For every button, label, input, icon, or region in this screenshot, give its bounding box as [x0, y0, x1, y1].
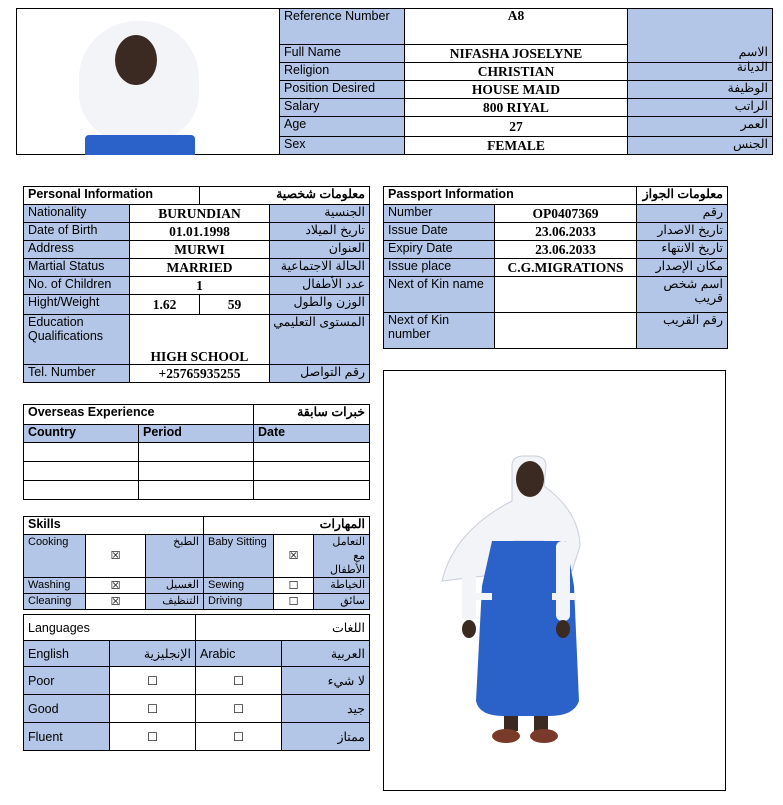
level-poor-label: Poor [24, 667, 110, 695]
issue-date-ar: تاريخ الاصدار [637, 223, 728, 241]
table-row [24, 481, 370, 500]
kin-number-label: Next of Kin number [384, 313, 495, 349]
issue-place-ar: مكان الإصدار [637, 259, 728, 277]
skills-table [23, 516, 370, 610]
tel-ar: رقم التواصل [270, 365, 370, 383]
skills-title-ar: المهارات [204, 517, 370, 535]
address-label: Address [24, 241, 130, 259]
arabic-good-checkbox[interactable]: ☐ [196, 695, 282, 723]
english-poor-checkbox[interactable]: ☐ [110, 667, 196, 695]
tel-value: +25765935255 [130, 365, 270, 383]
skill-sewing-ar: الخياطة [314, 578, 370, 594]
lang-english-label: English [24, 641, 110, 667]
religion-label: Religion [280, 63, 405, 81]
kin-name-label: Next of Kin name [384, 277, 495, 313]
skill-cleaning-ar: التنظيف [146, 594, 204, 610]
table-row [24, 443, 370, 462]
passport-title: Passport Information [384, 187, 637, 205]
skill-cleaning-label: Cleaning [24, 594, 86, 610]
skill-driving-ar: سائق [314, 594, 370, 610]
education-value: HIGH SCHOOL [130, 315, 270, 365]
salary-ar: الراتب [628, 99, 773, 117]
issue-date-value: 23.06.2033 [495, 223, 637, 241]
skill-cooking-ar: الطبخ [146, 535, 204, 578]
skill-washing-checkbox[interactable]: ☒ [86, 578, 146, 594]
languages-title-ar: اللغات [196, 615, 370, 641]
marital-value: MARRIED [130, 259, 270, 277]
age-ar: العمر [628, 117, 773, 137]
salary-label: Salary [280, 99, 405, 117]
candidate-photo-small [79, 21, 199, 159]
dob-ar: تاريخ الميلاد [270, 223, 370, 241]
height-value: 1.62 [130, 295, 200, 315]
passport-number-label: Number [384, 205, 495, 223]
address-value: MURWI [130, 241, 270, 259]
languages-table [23, 614, 370, 751]
kin-name-ar: اسم شخص قريب [637, 277, 728, 313]
lang-english-ar: الإنجليزية [110, 641, 196, 667]
issue-place-value: C.G.MIGRATIONS [495, 259, 637, 277]
nationality-value: BURUNDIAN [130, 205, 270, 223]
skill-baby-ar: التعامل مع الأطفال [314, 535, 370, 578]
dob-label: Date of Birth [24, 223, 130, 241]
personal-title: Personal Information [24, 187, 200, 205]
skills-title: Skills [24, 517, 204, 535]
lang-arabic-ar: العربية [282, 641, 370, 667]
arabic-fluent-checkbox[interactable]: ☐ [196, 723, 282, 751]
hw-ar: الوزن والطول [270, 295, 370, 315]
passport-number-ar: رقم [637, 205, 728, 223]
marital-label: Martial Status [24, 259, 130, 277]
hw-label: Hight/Weight [24, 295, 130, 315]
full-name-ar: الاسم [738, 45, 768, 59]
religion-value: CHRISTIAN [405, 63, 628, 81]
languages-title: Languages [24, 615, 196, 641]
nationality-ar: الجنسية [270, 205, 370, 223]
issue-place-label: Issue place [384, 259, 495, 277]
english-fluent-checkbox[interactable]: ☐ [110, 723, 196, 751]
photo-small-cell [17, 9, 280, 155]
candidate-figure [384, 371, 725, 790]
position-value: HOUSE MAID [405, 81, 628, 99]
expiry-date-label: Expiry Date [384, 241, 495, 259]
level-poor-ar: لا شيء [282, 667, 370, 695]
address-ar: العنوان [270, 241, 370, 259]
skill-driving-label: Driving [204, 594, 274, 610]
passport-title-ar: معلومات الجواز [637, 187, 728, 205]
level-fluent-ar: ممتاز [282, 723, 370, 751]
skill-washing-ar: الغسيل [146, 578, 204, 594]
skill-cooking-label: Cooking [24, 535, 86, 578]
kin-number-ar: رقم القريب [637, 313, 728, 349]
tel-label: Tel. Number [24, 365, 130, 383]
personal-table [23, 186, 370, 383]
level-good-label: Good [24, 695, 110, 723]
position-ar: الوظيفة [628, 81, 773, 99]
experience-table [23, 404, 370, 500]
reference-label: Reference Number [280, 9, 405, 45]
kin-name-value [495, 277, 637, 313]
sex-ar: الجنس [628, 137, 773, 155]
col-date: Date [254, 425, 370, 443]
skill-baby-checkbox[interactable]: ☒ [274, 535, 314, 578]
table-row [24, 462, 370, 481]
experience-title: Overseas Experience [24, 405, 254, 425]
col-country: Country [24, 425, 139, 443]
nationality-label: Nationality [24, 205, 130, 223]
skill-cleaning-checkbox[interactable]: ☒ [86, 594, 146, 610]
education-ar: المستوى التعليمي [270, 315, 370, 365]
skill-driving-checkbox[interactable]: ☐ [274, 594, 314, 610]
level-good-ar: جيد [282, 695, 370, 723]
personal-title-ar: معلومات شخصية [200, 187, 370, 205]
skill-cooking-checkbox[interactable]: ☒ [86, 535, 146, 578]
arabic-poor-checkbox[interactable]: ☐ [196, 667, 282, 695]
col-period: Period [139, 425, 254, 443]
age-label: Age [280, 117, 405, 137]
expiry-date-ar: تاريخ الانتهاء [637, 241, 728, 259]
reference-value: A8 [405, 9, 628, 45]
skill-sewing-label: Sewing [204, 578, 274, 594]
skill-washing-label: Washing [24, 578, 86, 594]
passport-number-value: OP0407369 [495, 205, 637, 223]
header-table [16, 8, 773, 155]
expiry-date-value: 23.06.2033 [495, 241, 637, 259]
marital-ar: الحالة الاجتماعية [270, 259, 370, 277]
education-label: Education Qualifications [24, 315, 130, 365]
experience-title-ar: خبرات سابقة [254, 405, 370, 425]
sex-label: Sex [280, 137, 405, 155]
passport-table [383, 186, 728, 349]
issue-date-label: Issue Date [384, 223, 495, 241]
sex-value: FEMALE [405, 137, 628, 155]
children-label: No. of Children [24, 277, 130, 295]
lang-arabic-label: Arabic [196, 641, 282, 667]
level-fluent-label: Fluent [24, 723, 110, 751]
skill-baby-label: Baby Sitting [204, 535, 274, 578]
full-name-label: Full Name [280, 45, 405, 63]
dob-value: 01.01.1998 [130, 223, 270, 241]
religion-ar: الديانة [736, 60, 768, 74]
age-value: 27 [405, 117, 628, 137]
candidate-photo-full [383, 370, 726, 791]
skill-sewing-checkbox[interactable]: ☐ [274, 578, 314, 594]
weight-value: 59 [200, 295, 270, 315]
children-value: 1 [130, 277, 270, 295]
english-good-checkbox[interactable]: ☐ [110, 695, 196, 723]
salary-value: 800 RIYAL [405, 99, 628, 117]
position-label: Position Desired [280, 81, 405, 99]
kin-number-value [495, 313, 637, 349]
full-name-value: NIFASHA JOSELYNE [405, 45, 628, 63]
children-ar: عدد الأطفال [270, 277, 370, 295]
